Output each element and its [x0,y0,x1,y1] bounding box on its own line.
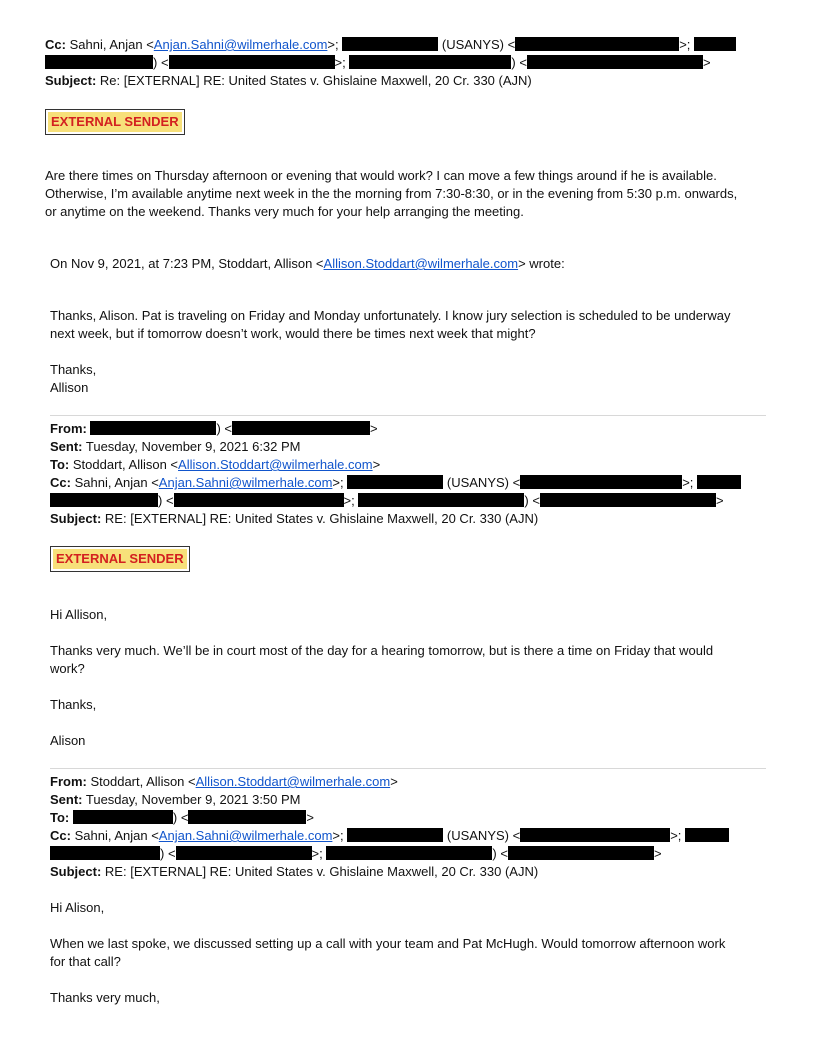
cc-separator: >; [679,37,691,52]
sent-date: Tuesday, November 9, 2021 6:32 PM [85,439,301,454]
subject-line [50,510,538,528]
subject-label: Subject: [50,864,102,879]
subject-text: Re: [EXTERNAL] RE: United States v. Ghislaine Maxwell, 20 Cr. 330 (AJN) [99,73,532,88]
subject-line [50,863,538,881]
redaction-box [527,55,703,69]
cc-email-link[interactable]: Anjan.Sahni@wilmerhale.com [158,475,333,490]
cc-separator: ) < [158,493,174,508]
subject-label: Subject: [45,73,97,88]
cc-separator: >; [670,828,682,843]
closing-line: Thanks very much, [50,990,160,1005]
cc-line-2 [45,54,711,72]
redaction-box [232,421,370,435]
sent-label: Sent: [50,792,83,807]
cc-label: Cc: [50,475,71,490]
to-label: To: [50,457,70,472]
from-name: Stoddart, Allison < [90,774,196,789]
cc-separator: ) < [153,55,169,70]
message-divider [50,415,766,416]
sent-line [50,438,301,456]
cc-separator: ) < [492,846,508,861]
sent-line [50,791,301,809]
body-line: When we last spoke, we discussed setting up a call with your team and Pat McHugh. Would tomorrow afternoon work [50,936,726,951]
cc-agency: (USANYS) < [446,475,521,490]
external-sender-badge [50,546,190,572]
redaction-box [685,828,729,842]
redaction-box [515,37,679,51]
subject-line [45,72,532,90]
cc-name: Sahni, Anjan < [74,828,159,843]
subject-text: RE: [EXTERNAL] RE: United States v. Ghislaine Maxwell, 20 Cr. 330 (AJN) [104,864,539,879]
cc-agency: (USANYS) < [446,828,521,843]
body-line: for that call? [50,954,121,969]
cc-separator: >; [332,828,344,843]
cc-email-link[interactable]: Anjan.Sahni@wilmerhale.com [158,828,333,843]
redaction-box [50,493,158,507]
cc-line-1 [50,474,741,492]
to-line [50,456,380,474]
to-label: To: [50,810,70,825]
cc-separator: >; [327,37,339,52]
to-email-link[interactable]: Allison.Stoddart@wilmerhale.com [178,457,373,472]
to-name: Stoddart, Allison < [72,457,179,472]
cc-agency: (USANYS) < [441,37,516,52]
body-line: or anytime on the weekend. Thanks very much for your help arranging the meeting. [45,204,524,219]
cc-separator: ) < [511,55,527,70]
sent-date: Tuesday, November 9, 2021 3:50 PM [85,792,301,807]
signature: Alison [50,733,86,748]
quote-intro-text: On Nov 9, 2021, at 7:23 PM, Stoddart, Allison < [50,256,324,271]
greeting: Hi Allison, [50,607,108,622]
cc-separator: ) < [524,493,540,508]
redaction-box [73,810,173,824]
from-label: From: [50,774,87,789]
from-separator: ) < [216,421,233,436]
cc-separator: > [702,55,711,70]
cc-separator: >; [334,55,346,70]
cc-separator: ) < [160,846,176,861]
from-line [50,773,398,791]
cc-separator: >; [311,846,323,861]
quote-intro [50,255,565,273]
cc-line-2 [50,845,662,863]
cc-label: Cc: [45,37,66,52]
message-divider [50,768,766,769]
redaction-box [358,493,524,507]
redaction-box [349,55,511,69]
redaction-box [342,37,438,51]
external-sender-badge [45,109,185,135]
cc-separator: >; [682,475,694,490]
greeting: Hi Alison, [50,900,105,915]
external-sender-label: EXTERNAL SENDER [48,112,182,132]
from-label: From: [50,421,87,436]
from-email-link[interactable]: Allison.Stoddart@wilmerhale.com [195,774,391,789]
body-line: Thanks very much. We’ll be in court most of the day for a hearing tomorrow, but is there a time on Friday that would [50,643,714,658]
body-line: Otherwise, I’m available anytime next week in the the morning from 7:30-8:30, or in the evening from 5:30 p.m. onwards, [45,186,738,201]
redaction-box [520,828,670,842]
body-line: Are there times on Thursday afternoon or evening that would work? I can move a few things around if he is available. [45,168,717,183]
to-line [50,809,314,827]
redaction-box [326,846,492,860]
redaction-box [188,810,306,824]
subject-text: RE: [EXTERNAL] RE: United States v. Ghislaine Maxwell, 20 Cr. 330 (AJN) [104,511,539,526]
cc-separator: >; [343,493,355,508]
redaction-box [169,55,335,69]
thanks-line: Thanks, [50,362,97,377]
quote-email-link[interactable]: Allison.Stoddart@wilmerhale.com [323,256,519,271]
from-line [50,420,378,438]
redaction-box [50,846,160,860]
subject-label: Subject: [50,511,102,526]
redaction-box [520,475,682,489]
to-separator: > [372,457,381,472]
cc-line-1 [45,36,736,54]
redaction-box [694,37,736,51]
redaction-box [347,828,443,842]
from-separator: > [390,774,398,789]
to-separator: > [306,810,315,825]
body-line: work? [50,661,85,676]
cc-separator: >; [332,475,344,490]
redaction-box [174,493,344,507]
cc-label: Cc: [50,828,71,843]
redaction-box [176,846,312,860]
sent-label: Sent: [50,439,83,454]
redaction-box [45,55,153,69]
quote-intro-text: > wrote: [518,256,565,271]
redaction-box [697,475,741,489]
redaction-box [347,475,443,489]
redaction-box [540,493,716,507]
to-separator: ) < [172,810,189,825]
body-line: Thanks, Alison. Pat is traveling on Friday and Monday unfortunately. I know jury selection is scheduled to be underway [50,308,731,323]
cc-name: Sahni, Anjan < [74,475,159,490]
cc-separator: > [715,493,724,508]
thanks-line: Thanks, [50,697,97,712]
cc-separator: > [653,846,662,861]
cc-email-link[interactable]: Anjan.Sahni@wilmerhale.com [153,37,328,52]
from-separator: > [370,421,378,436]
redaction-box [90,421,216,435]
cc-line-2 [50,492,724,510]
redaction-box [508,846,654,860]
signature: Allison [50,380,89,395]
external-sender-label: EXTERNAL SENDER [53,549,187,569]
body-line: next week, but if tomorrow doesn’t work, would there be times next week that might? [50,326,536,341]
cc-line-1 [50,827,729,845]
cc-name: Sahni, Anjan < [69,37,154,52]
